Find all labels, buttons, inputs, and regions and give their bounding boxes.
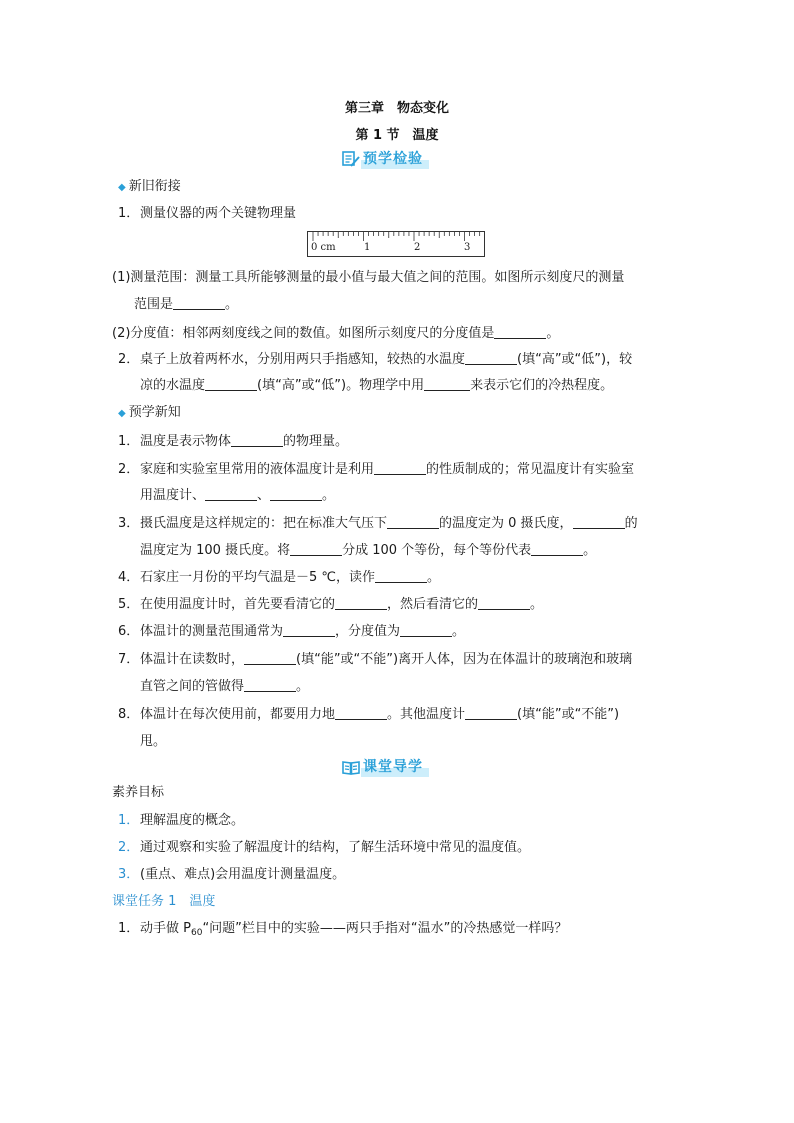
classroom-banner bbox=[341, 757, 429, 777]
ruler-label-3: 3 bbox=[464, 242, 471, 253]
new-1: 1．温度是表示物体 的物理量。 bbox=[118, 434, 349, 449]
diamond-icon: ◆ bbox=[118, 182, 126, 193]
answer-blank[interactable] bbox=[335, 706, 387, 720]
ruler-label-1: 1 bbox=[364, 242, 371, 253]
answer-blank[interactable] bbox=[494, 325, 546, 339]
ruler-label-2: 2 bbox=[414, 242, 421, 253]
new-2-line-a: 2．家庭和实验室里常用的液体温度计是利用 的性质制成的；常见温度计有实验室 bbox=[118, 462, 635, 477]
answer-blank[interactable] bbox=[375, 569, 427, 583]
new-3-line-a: 3．摄氏温度是这样规定的：把在标准大气压下 的温度定为 0 摄氏度， 的 bbox=[118, 516, 638, 531]
answer-blank[interactable] bbox=[465, 351, 517, 365]
answer-blank[interactable] bbox=[173, 296, 225, 310]
new-2-line-b: 用温度计、 、 。 bbox=[140, 488, 336, 503]
answer-blank[interactable] bbox=[531, 542, 583, 556]
question-1-1-line-b: 范围是 。 bbox=[134, 297, 239, 312]
new-8-line-a: 8．体温计在每次使用前，都要用力地 。其他温度计 (填“能”或“不能”) bbox=[118, 707, 620, 722]
goal-1: 1．理解温度的概念。 bbox=[118, 813, 245, 828]
answer-blank[interactable] bbox=[573, 515, 625, 529]
preview-banner-label: 预学检验 bbox=[361, 149, 429, 169]
section-title: 第 1 节 温度 bbox=[355, 128, 439, 143]
answer-blank[interactable] bbox=[231, 433, 283, 447]
question-2-line-a: 2．桌子上放着两杯水，分别用两只手指感知，较热的水温度 (填“高”或“低”)，较 bbox=[118, 352, 633, 367]
answer-blank[interactable] bbox=[400, 623, 452, 637]
task-1-heading: 课堂任务 1 温度 bbox=[112, 894, 216, 909]
question-1: 1．测量仪器的两个关键物理量 bbox=[118, 206, 297, 221]
answer-blank[interactable] bbox=[283, 623, 335, 637]
question-1-1-line-a: (1)测量范围：测量工具所能够测量的最小值与最大值之间的范围。如图所示刻度尺的测量 bbox=[112, 270, 625, 285]
answer-blank[interactable] bbox=[244, 651, 296, 665]
answer-blank[interactable] bbox=[244, 678, 296, 692]
goal-3: 3．(重点、难点)会用温度计测量温度。 bbox=[118, 867, 346, 882]
ruler-figure bbox=[307, 231, 485, 257]
answer-blank[interactable] bbox=[424, 377, 470, 391]
diamond-icon: ◆ bbox=[118, 408, 126, 419]
answer-blank[interactable] bbox=[205, 487, 257, 501]
question-2-line-b: 凉的水温度 (填“高”或“低”)。物理学中用 来表示它们的冷热程度。 bbox=[140, 378, 614, 393]
answer-blank[interactable] bbox=[335, 596, 387, 610]
answer-blank[interactable] bbox=[374, 461, 426, 475]
goal-2: 2．通过观察和实验了解温度计的结构，了解生活环境中常见的温度值。 bbox=[118, 840, 531, 855]
new-4: 4．石家庄一月份的平均气温是－5 ℃，读作 。 bbox=[118, 570, 441, 585]
chapter-title: 第三章 物态变化 bbox=[344, 101, 449, 116]
preview-banner bbox=[341, 149, 429, 169]
old-new-heading: ◆ 新旧衔接 bbox=[118, 179, 181, 194]
answer-blank[interactable] bbox=[465, 706, 517, 720]
new-7-line-b: 直管之间的管做得 。 bbox=[140, 679, 310, 694]
answer-blank[interactable] bbox=[290, 542, 342, 556]
new-7-line-a: 7．体温计在读数时， (填“能”或“不能”)离开人体，因为在体温计的玻璃泡和玻璃 bbox=[118, 652, 633, 667]
question-1-2: (2)分度值：相邻两刻度线之间的数值。如图所示刻度尺的分度值是 。 bbox=[112, 326, 560, 341]
new-8-line-b: 甩。 bbox=[140, 734, 167, 749]
open-book-icon bbox=[341, 758, 361, 776]
task-1-question-1: 1．动手做 $P_{60}“$问题”栏目中的实验——两只手指对“温水”的冷热感觉一样吗？ bbox=[118, 921, 568, 938]
notebook-pen-icon bbox=[341, 150, 361, 168]
new-6: 6．体温计的测量范围通常为 ，分度值为 。 bbox=[118, 624, 466, 639]
new-3-line-b: 温度定为 100 摄氏度。将 分成 100 个等份，每个等份代表 。 bbox=[140, 543, 597, 558]
answer-blank[interactable] bbox=[270, 487, 322, 501]
answer-blank[interactable] bbox=[478, 596, 530, 610]
new-knowledge-heading: ◆ 预学新知 bbox=[118, 405, 181, 420]
ruler-label-0: 0 cm bbox=[311, 242, 336, 253]
classroom-banner-label: 课堂导学 bbox=[361, 757, 429, 777]
goals-heading: 素养目标 bbox=[112, 785, 165, 800]
answer-blank[interactable] bbox=[387, 515, 439, 529]
answer-blank[interactable] bbox=[205, 377, 257, 391]
new-5: 5．在使用温度计时，首先要看清它的 ，然后看清它的 。 bbox=[118, 597, 544, 612]
